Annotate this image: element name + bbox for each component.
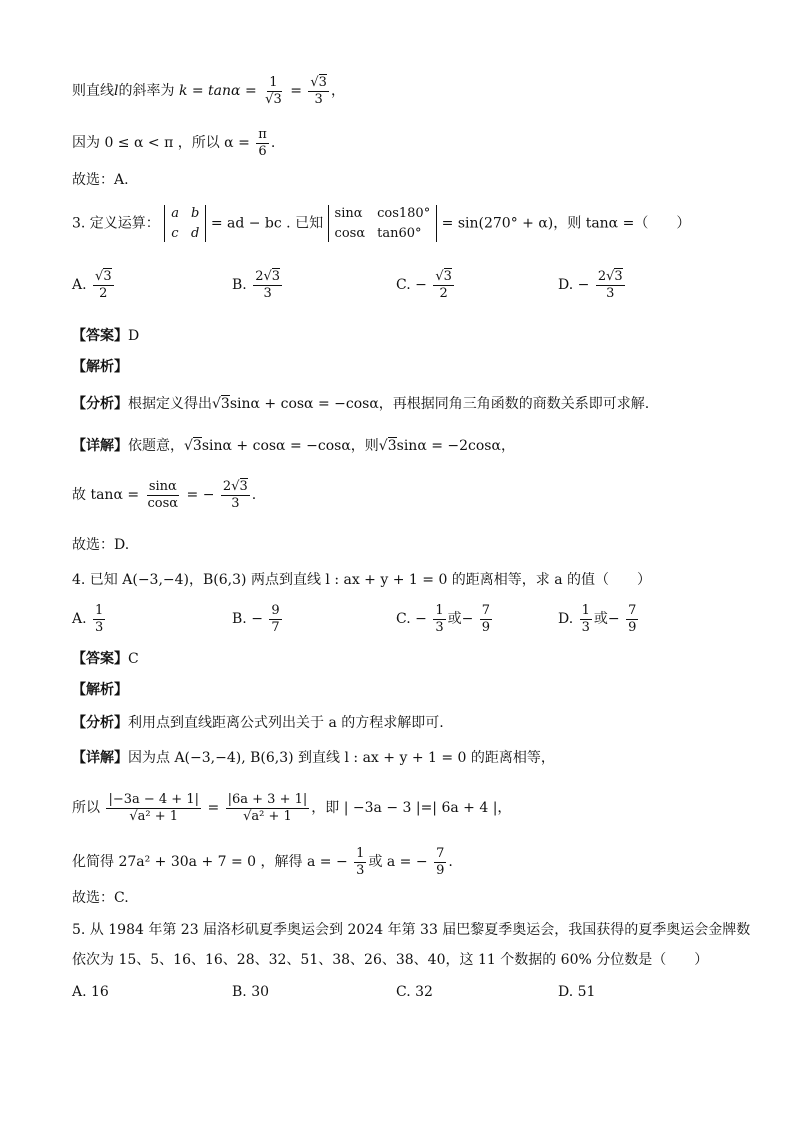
- fraction-num: 2√3: [222, 479, 248, 494]
- q3-answer: [72, 327, 139, 345]
- fraction-num: 1: [356, 846, 365, 861]
- coef: 2: [222, 479, 232, 494]
- q3-xiangjie: 【详解】依题意，√3sinα + cosα = −cosα，则√3sinα = −2cosα，: [72, 437, 515, 454]
- fraction-num: |6a + 3 + 1|: [227, 792, 308, 807]
- text: 则直线: [72, 83, 114, 100]
- fraction-den: √a² + 1: [129, 808, 179, 824]
- fraction-num: 1: [581, 603, 590, 618]
- fraction-den: √3: [265, 91, 282, 107]
- fraction-num: |−3a − 4 + 1|: [108, 792, 199, 807]
- fraction-den: 2: [439, 285, 448, 301]
- text: .: [251, 487, 257, 504]
- fraction: [580, 604, 592, 634]
- text: = sin(270° + α)，则 tanα =（ ）: [441, 215, 691, 232]
- var-l: l: [114, 83, 119, 100]
- fraction-num: 2√3: [255, 269, 281, 284]
- radicand: 3: [220, 396, 230, 412]
- fraction-den: 3: [356, 862, 365, 878]
- sign: −: [415, 277, 427, 294]
- q3-fenxi: 【分析】根据定义得出√3sinα + cosα = −cosα，再根据同角三角函数的商数关系即可求解.: [72, 395, 650, 412]
- answer-value: C: [128, 651, 139, 667]
- option-label: B.: [232, 277, 247, 294]
- radicand: 3: [614, 269, 623, 284]
- text: = ad − bc . 已知: [210, 215, 324, 232]
- fraction: [626, 604, 638, 634]
- var-alpha: α: [231, 83, 241, 100]
- q4-equation: [72, 793, 511, 823]
- answer-tag: 【答案】: [72, 327, 128, 343]
- fraction: [93, 604, 105, 634]
- fraction-num: 7: [436, 846, 445, 861]
- fraction-den: 9: [481, 619, 491, 635]
- fraction: [354, 847, 366, 877]
- q3-option-d: [558, 270, 627, 300]
- cell: b: [191, 206, 200, 221]
- fraction: [256, 128, 269, 158]
- fraction-num: 7: [628, 603, 637, 618]
- analysis-tag: 【解析】: [72, 358, 128, 374]
- option-value: 16: [91, 984, 109, 1000]
- q4-choose: 故选：C.: [72, 890, 129, 906]
- q3-option-a: [72, 270, 116, 300]
- fraction-num: 2√3: [597, 269, 623, 284]
- q4-xiangjie: [72, 749, 555, 767]
- radicand: 3: [318, 75, 327, 90]
- fraction-den: 3: [95, 619, 104, 635]
- text: 化简得 27a² + 30a + 7 = 0 ，解得 a = −: [72, 854, 348, 871]
- fenxi-tag: 【分析】: [72, 714, 128, 730]
- option-label: B.: [232, 611, 247, 628]
- q3-conclusion: [72, 480, 256, 510]
- eq: =: [207, 800, 220, 817]
- fraction-den: 6: [258, 143, 267, 159]
- fraction-den: 3: [581, 619, 590, 635]
- fraction-den: 3: [606, 285, 615, 301]
- fraction-num: 1: [269, 75, 278, 90]
- fraction-den: 9: [628, 619, 637, 635]
- text: 3. 定义运算：: [72, 215, 160, 232]
- fraction: [433, 604, 445, 634]
- fraction: [263, 76, 284, 106]
- option-label: C.: [396, 984, 411, 1000]
- alpha-line: [72, 128, 275, 158]
- radicand: 3: [103, 269, 112, 284]
- text: 因为点 A(−3,−4), B(6,3) 到直线 l : ax + y + 1 = 0 的距离相等，: [128, 750, 555, 766]
- radicand: 3: [271, 269, 281, 284]
- text: 因为 0 ≤ α < π ，所以 α =: [72, 135, 250, 152]
- fraction-num: 1: [435, 603, 444, 618]
- q5-option-c: [396, 984, 433, 1000]
- text: 依题意，: [128, 438, 184, 454]
- fraction-den: 3: [435, 619, 444, 635]
- sign: −: [251, 611, 263, 628]
- analysis-tag: 【解析】: [72, 681, 128, 697]
- q3-option-b: [232, 270, 284, 300]
- fraction: [221, 480, 250, 510]
- xiangjie-tag: 【详解】: [72, 749, 128, 765]
- option-value: 51: [577, 984, 596, 1000]
- fraction-den: 3: [231, 495, 240, 511]
- fraction-num: √3: [310, 75, 327, 90]
- q5-stem-line1: 5. 从 1984 年第 23 届洛杉矶夏季奥运会到 2024 年第 33 届巴黎夏季奥运会，我国获得的夏季奥运会金牌数: [72, 922, 751, 938]
- eq: =: [244, 83, 257, 100]
- text: sinα + cosα = −cosα，再根据同角三角函数的商数关系即可求解.: [229, 396, 650, 412]
- fraction-den: 2: [99, 285, 108, 301]
- text: 或 a = −: [368, 854, 428, 871]
- fraction-den: 3: [314, 91, 323, 107]
- q4-option-c: [396, 604, 494, 634]
- q4-option-b: [232, 604, 284, 634]
- text: 所以: [72, 800, 100, 817]
- cell: cosα: [334, 225, 366, 241]
- text: sinα = −2cosα，: [396, 438, 515, 454]
- fraction-den: 9: [436, 862, 445, 878]
- q5-option-d: [558, 984, 595, 1000]
- radicand: 3: [192, 438, 202, 454]
- coef: 2: [597, 269, 607, 284]
- text: = −: [186, 487, 215, 504]
- q4-fenxi: [72, 714, 444, 732]
- option-label: A.: [72, 611, 87, 628]
- fraction-den: cosα: [147, 495, 179, 511]
- expr: k = tan: [178, 83, 232, 100]
- cell: c: [171, 225, 179, 241]
- text: 故 tanα =: [72, 487, 140, 504]
- option-label: D.: [558, 984, 574, 1000]
- sign: −: [607, 611, 620, 628]
- text: sinα + cosα = −cosα，则: [201, 438, 379, 454]
- fraction: [253, 270, 282, 300]
- option-value: 30: [251, 984, 270, 1000]
- fenxi-tag: 【分析】: [72, 395, 128, 411]
- fraction: [269, 604, 281, 634]
- option-label: D.: [558, 277, 574, 294]
- cell: a: [171, 206, 180, 221]
- radicand: 3: [273, 91, 282, 107]
- text: .: [448, 854, 453, 871]
- text: ，即 | −3a − 3 |=| 6a + 4 |，: [311, 800, 512, 817]
- text: 根据定义得出: [128, 396, 212, 412]
- determinant: [328, 205, 438, 242]
- cell: tan60°: [377, 225, 422, 241]
- radicand: 3: [443, 269, 452, 284]
- text: .: [270, 135, 276, 152]
- cell: sinα: [334, 206, 363, 221]
- text: 的斜率为: [118, 83, 175, 100]
- q3-analysis-heading: [72, 358, 128, 376]
- fraction: [226, 793, 310, 823]
- text: 利用点到直线距离公式列出关于 a 的方程求解即可.: [128, 715, 444, 731]
- joiner: 或: [593, 611, 608, 628]
- fraction: [433, 270, 454, 300]
- coef: 2: [255, 269, 264, 284]
- fraction-num: 1: [95, 603, 104, 618]
- choose-line: 故选：A.: [72, 172, 129, 188]
- fraction-num: √3: [435, 269, 452, 284]
- sign: −: [415, 611, 427, 628]
- cell: cos180°: [377, 206, 431, 221]
- fraction: [596, 270, 625, 300]
- answer-value: D: [128, 328, 140, 344]
- fraction: [308, 76, 329, 106]
- eq: =: [290, 83, 302, 100]
- fraction-num: sinα: [148, 479, 177, 494]
- fraction-den: 3: [263, 285, 272, 301]
- q5-option-b: [232, 984, 269, 1000]
- fraction-den: 7: [271, 619, 280, 635]
- option-value: 32: [415, 984, 433, 1000]
- slope-line: [72, 76, 345, 106]
- q4-option-a: [72, 604, 107, 634]
- joiner: 或: [447, 611, 462, 628]
- radicand: a² + 1: [251, 808, 292, 824]
- q4-answer: [72, 650, 139, 668]
- option-label: B.: [232, 984, 247, 1000]
- fraction: [93, 270, 114, 300]
- q3-stem: [72, 205, 690, 242]
- option-label: D.: [558, 611, 574, 628]
- answer-tag: 【答案】: [72, 650, 128, 666]
- fraction-num: π: [258, 127, 267, 142]
- sign: −: [577, 277, 590, 294]
- q4-option-d: [558, 604, 640, 634]
- fraction-num: 9: [271, 603, 280, 618]
- fraction-den: √a² + 1: [243, 808, 292, 824]
- radicand: a² + 1: [137, 808, 179, 824]
- fraction: [146, 480, 181, 510]
- fraction: [434, 847, 446, 877]
- radicand: 3: [239, 479, 248, 494]
- fraction-num: 7: [481, 603, 491, 618]
- q5-stem-line2: 依次为 15、5、16、16、28、32、51、38、26、38、40，这 11 个数据的 60% 分位数是（ ）: [72, 952, 709, 968]
- fraction-num: √3: [95, 269, 112, 284]
- determinant: [164, 205, 206, 242]
- option-label: C.: [396, 611, 411, 628]
- q4-simplify: [72, 847, 453, 877]
- q4-stem: 4. 已知 A(−3,−4)，B(6,3) 两点到直线 l : ax + y + 1 = 0 的距离相等，求 a 的值（ ）: [72, 572, 652, 588]
- q5-option-a: [72, 984, 109, 1000]
- cell: d: [191, 225, 200, 241]
- fraction: [480, 604, 492, 634]
- option-label: C.: [396, 277, 411, 294]
- xiangjie-tag: 【详解】: [72, 437, 128, 453]
- option-label: A.: [72, 277, 87, 294]
- q3-choose: 故选：D.: [72, 537, 130, 553]
- q4-analysis-heading: [72, 681, 128, 699]
- option-label: A.: [72, 984, 87, 1000]
- fraction: [106, 793, 201, 823]
- radicand: 3: [387, 438, 397, 454]
- text: ，: [330, 83, 345, 100]
- sign: −: [461, 611, 474, 628]
- q3-option-c: [396, 270, 456, 300]
